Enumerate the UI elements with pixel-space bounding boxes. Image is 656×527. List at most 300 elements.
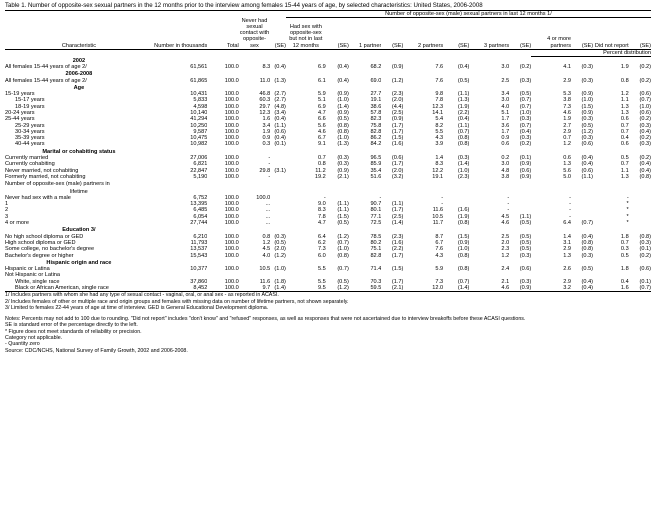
- value-cell: 85.9: [370, 161, 382, 168]
- se-cell: (0.9): [337, 109, 349, 116]
- col-had-sex-not: Had sex with opposite-sex but not in last 12 months: [286, 18, 326, 50]
- col-two: 2 partners: [403, 18, 443, 50]
- se-cell: (2.1): [391, 285, 404, 291]
- value-cell: -: [507, 194, 510, 201]
- value-cell: 0.7: [620, 161, 629, 168]
- se-cell: (0.6): [274, 128, 286, 135]
- value-cell: 6,210: [193, 233, 208, 240]
- value-cell: 1.3: [620, 173, 629, 180]
- note: Category not applicable.: [5, 335, 63, 342]
- row-label: 35-39 years: [15, 135, 45, 142]
- value-cell: 0.8: [317, 161, 326, 168]
- value-cell: 6.9: [317, 103, 326, 110]
- se-cell: (0.9): [391, 116, 404, 123]
- value-cell: 2.3: [501, 246, 510, 253]
- se-cell: (1.0): [337, 246, 349, 253]
- value-cell: 100.0: [224, 91, 239, 98]
- value-cell: 6.6: [317, 116, 326, 123]
- value-cell: 5.5: [317, 278, 326, 285]
- value-cell: 1.9: [262, 128, 271, 135]
- se-cell: (0.3): [274, 233, 286, 240]
- row-label: White, single race: [15, 278, 60, 285]
- value-cell: 96.5: [370, 155, 382, 162]
- se-cell: (1.1): [274, 122, 286, 129]
- value-cell: 1.2: [563, 141, 572, 148]
- row-label: Black or African American, single race: [15, 285, 109, 291]
- se-cell: (0.5): [337, 220, 349, 227]
- value-cell: 4,598: [193, 103, 208, 110]
- value-cell: 7.3: [317, 246, 326, 253]
- value-cell: 82.8: [370, 128, 382, 135]
- value-cell: 1.6: [620, 285, 629, 291]
- value-cell: -: [268, 155, 271, 162]
- section-row: [5, 180, 651, 187]
- col-three: 3 partners: [469, 18, 509, 50]
- se-cell: (0.3): [581, 116, 594, 123]
- value-cell: 1.4: [563, 233, 572, 240]
- row-label: Currently cohabiting: [5, 161, 55, 168]
- se-cell: (1.5): [337, 213, 349, 220]
- se-cell: (0.8): [457, 141, 470, 148]
- se-cell: (2.3): [391, 91, 404, 98]
- se-cell: (0.4): [581, 161, 594, 168]
- value-cell: 60.3: [259, 97, 271, 104]
- value-cell: 59.5: [370, 285, 382, 291]
- value-cell: 0.4: [620, 278, 629, 285]
- se-cell: (1.6): [457, 207, 470, 214]
- value-cell: 61,865: [190, 77, 208, 84]
- se-cell: (1.5): [581, 103, 594, 110]
- value-cell: 100.0: [224, 97, 239, 104]
- value-cell: 0.6: [563, 155, 572, 162]
- value-cell: 0.5: [620, 155, 629, 162]
- row-label: All females 15-44 years of age 2/: [5, 63, 87, 70]
- se-cell: (0.4): [639, 161, 651, 168]
- se-cell: (0.6): [581, 141, 594, 148]
- value-cell: 1.3: [563, 252, 572, 259]
- value-cell: 15,543: [190, 252, 208, 259]
- se-cell: (1.1): [337, 207, 349, 214]
- row-label: 30-34 years: [15, 128, 45, 135]
- se-cell: (0.7): [457, 128, 470, 135]
- value-cell: 0.9: [262, 135, 271, 142]
- value-cell: 100.0: [224, 141, 239, 148]
- value-cell: 5.9: [435, 266, 444, 273]
- value-cell: 77.1: [370, 213, 382, 220]
- value-cell: 11.6: [432, 207, 444, 214]
- row-label: Never married, not cohabiting: [5, 167, 79, 174]
- se-cell: (1.2): [337, 233, 349, 240]
- value-cell: 0.3: [262, 141, 271, 148]
- se-cell: (2.5): [391, 213, 404, 220]
- se-cell: (0.8): [337, 252, 349, 259]
- value-cell: 6.1: [317, 77, 326, 84]
- value-cell: 3.8: [563, 97, 572, 104]
- value-cell: 70.3: [370, 278, 382, 285]
- se-cell: (0.3): [639, 239, 651, 246]
- col-se: (SE): [326, 18, 349, 50]
- value-cell: 90.7: [370, 201, 382, 208]
- footnote: 2/ Includes females of other or multiple race and origin groups and females with missing data on number of lifetime partners, not shown separately.: [5, 298, 349, 305]
- value-cell: 100.0: [224, 77, 239, 84]
- se-cell: (0.4): [519, 128, 532, 135]
- value-cell: 4.1: [563, 63, 572, 70]
- se-cell: (0.3): [581, 135, 594, 142]
- se-cell: (2.2): [391, 246, 404, 253]
- percent-distribution: Percent distribution: [531, 49, 651, 56]
- se-cell: (0.4): [457, 63, 470, 70]
- value-cell: *: [626, 207, 629, 214]
- row-label: 15-17 years: [15, 97, 45, 104]
- data-table: [5, 10, 651, 291]
- se-cell: (0.8): [337, 128, 349, 135]
- se-cell: (0.7): [519, 122, 532, 129]
- value-cell: 100.0: [224, 122, 239, 129]
- value-cell: 0.7: [317, 155, 326, 162]
- value-cell: 86.2: [370, 135, 382, 142]
- value-cell: 6,821: [193, 161, 208, 168]
- value-cell: 4.0: [262, 252, 271, 259]
- section-label: Hispanic origin and race: [46, 259, 112, 266]
- value-cell: 4.7: [317, 220, 326, 227]
- se-cell: (0.3): [519, 135, 532, 142]
- value-cell: 5.0: [563, 173, 572, 180]
- row-label: 15-19 years: [5, 91, 35, 98]
- value-cell: 6,054: [193, 213, 208, 220]
- se-cell: (2.5): [391, 109, 404, 116]
- se-cell: (1.6): [391, 239, 404, 246]
- col-did-not: Did not report: [593, 18, 629, 50]
- value-cell: 1.6: [262, 116, 271, 123]
- value-cell: 11.6: [259, 278, 271, 285]
- se-cell: (1.1): [391, 201, 404, 208]
- se-cell: (0.2): [639, 63, 651, 70]
- se-cell: (0.4): [639, 167, 651, 174]
- se-cell: (3.2): [391, 173, 404, 180]
- value-cell: 5.5: [435, 128, 444, 135]
- row-label: 25-29 years: [15, 122, 45, 129]
- se-cell: (0.4): [639, 128, 651, 135]
- se-cell: (1.4): [337, 103, 349, 110]
- value-cell: 5.1: [501, 109, 510, 116]
- se-cell: (0.3): [639, 141, 651, 148]
- value-cell: 13,395: [190, 201, 208, 208]
- se-cell: (0.1): [639, 278, 651, 285]
- se-cell: (1.0): [457, 246, 470, 253]
- se-cell: (0.6): [519, 266, 532, 273]
- se-cell: (0.5): [519, 246, 532, 253]
- se-cell: (1.4): [457, 161, 470, 168]
- value-cell: 8.3: [317, 207, 326, 214]
- value-cell: 100.0: [224, 213, 239, 220]
- row-label: 40-44 years: [15, 141, 45, 148]
- col-number: Number in thousands: [153, 18, 208, 50]
- se-cell: (1.7): [391, 207, 404, 214]
- value-cell: 10.5: [259, 266, 271, 273]
- se-cell: (0.6): [581, 167, 594, 174]
- value-cell: 3.0: [501, 97, 510, 104]
- col-characteristic: Characteristic: [5, 18, 153, 50]
- value-cell: 41,294: [190, 116, 208, 123]
- se-cell: (0.2): [639, 116, 651, 123]
- value-cell: 1.3: [563, 161, 572, 168]
- se-cell: (0.2): [639, 135, 651, 142]
- se-cell: (1.2): [274, 252, 286, 259]
- value-cell: 9.0: [317, 201, 326, 208]
- value-cell: 4.5: [262, 246, 271, 253]
- value-cell: 8.7: [435, 233, 444, 240]
- value-cell: 80.2: [370, 239, 382, 246]
- value-cell: 0.8: [262, 233, 271, 240]
- se-cell: (2.7): [274, 91, 286, 98]
- row-label: Bachelor's degree or higher: [5, 252, 74, 259]
- se-cell: (4.8): [274, 103, 286, 110]
- se-cell: (0.5): [519, 233, 532, 240]
- section-row: [5, 57, 651, 64]
- value-cell: 100.0: [224, 207, 239, 214]
- se-cell: (0.5): [274, 239, 286, 246]
- value-cell: 75.8: [370, 122, 382, 129]
- value-cell: 10,475: [190, 135, 208, 142]
- se-cell: (2.0): [274, 246, 286, 253]
- value-cell: 1.2: [262, 239, 271, 246]
- note: Source: CDC/NCHS, National Survey of Family Growth, 2002 and 2006-2008.: [5, 347, 188, 354]
- value-cell: 6.4: [563, 220, 572, 227]
- section-row: [5, 259, 651, 266]
- value-cell: 3.0: [501, 161, 510, 168]
- se-cell: (0.6): [391, 155, 404, 162]
- value-cell: 10,250: [190, 122, 208, 129]
- value-cell: 5.9: [317, 91, 326, 98]
- se-cell: (0.9): [391, 63, 404, 70]
- se-cell: (0.5): [337, 278, 349, 285]
- note: SE is standard error of the percentage directly to the left.: [5, 322, 138, 329]
- se-cell: (0.3): [581, 63, 594, 70]
- value-cell: 3.9: [435, 141, 444, 148]
- se-cell: (0.4): [581, 278, 594, 285]
- value-cell: 2.5: [501, 77, 510, 84]
- value-cell: 22,847: [190, 167, 208, 174]
- row-label: 4 or more: [5, 220, 29, 227]
- se-cell: (0.5): [519, 91, 532, 98]
- value-cell: 4.5: [501, 213, 510, 220]
- value-cell: 0.9: [501, 135, 510, 142]
- value-cell: 78.5: [370, 233, 382, 240]
- se-cell: (1.7): [391, 128, 404, 135]
- value-cell: 0.4: [620, 135, 629, 142]
- se-cell: (1.0): [337, 135, 349, 142]
- value-cell: 2.7: [563, 122, 572, 129]
- se-cell: (1.0): [639, 103, 651, 110]
- value-cell: 11,793: [190, 239, 208, 246]
- value-cell: 8.2: [435, 122, 444, 129]
- se-cell: (0.3): [519, 116, 532, 123]
- row-label: Some college, no bachelor's degree: [5, 246, 95, 253]
- row-label: 1: [5, 201, 9, 208]
- value-cell: 1.2: [501, 252, 510, 259]
- value-cell: 51.6: [370, 173, 382, 180]
- value-cell: ...: [265, 220, 271, 227]
- section-row: [5, 188, 651, 195]
- value-cell: 3.0: [501, 63, 510, 70]
- value-cell: 100.0: [224, 155, 239, 162]
- value-cell: 29.7: [259, 103, 271, 110]
- value-cell: 8.3: [262, 63, 271, 70]
- value-cell: -: [569, 207, 572, 214]
- value-cell: 38.6: [370, 103, 382, 110]
- se-cell: (0.7): [581, 220, 594, 227]
- se-cell: (2.2): [457, 109, 470, 116]
- row-label: 25-44 years: [5, 116, 35, 123]
- value-cell: 2.9: [563, 128, 572, 135]
- value-cell: 61,561: [190, 63, 208, 70]
- notes-block: [5, 291, 651, 354]
- se-cell: (0.8): [337, 122, 349, 129]
- col-se: (SE): [571, 18, 593, 50]
- row-label: Not Hispanic or Latina: [5, 272, 61, 279]
- row-label: Currently married: [5, 155, 49, 162]
- se-cell: (0.7): [639, 97, 651, 104]
- se-cell: (0.3): [337, 155, 349, 162]
- value-cell: 12.0: [432, 285, 444, 291]
- se-cell: (1.1): [337, 201, 349, 208]
- se-cell: (0.9): [519, 285, 532, 291]
- row-label: 18-19 years: [15, 103, 45, 110]
- row-label: Hispanic or Latina: [5, 266, 50, 273]
- se-cell: (1.5): [457, 233, 470, 240]
- value-cell: 10,431: [190, 91, 208, 98]
- value-cell: 4.0: [501, 103, 510, 110]
- value-cell: 10,377: [190, 266, 208, 273]
- value-cell: 10.5: [432, 213, 444, 220]
- col-se: (SE): [443, 18, 469, 50]
- value-cell: 9.1: [317, 141, 326, 148]
- se-cell: (2.3): [391, 233, 404, 240]
- value-cell: 0.8: [620, 77, 629, 84]
- se-cell: (0.7): [457, 278, 470, 285]
- value-cell: 0.7: [563, 135, 572, 142]
- col-never-had: Never had sexual contact with opposite-sex: [239, 17, 270, 49]
- row-label: High school diploma or GED: [5, 239, 76, 246]
- value-cell: 5,190: [193, 173, 208, 180]
- se-cell: (1.5): [391, 135, 404, 142]
- value-cell: 27,744: [190, 220, 208, 227]
- se-cell: (0.3): [519, 252, 532, 259]
- se-cell: (0.1): [274, 141, 286, 148]
- value-cell: 1.3: [620, 109, 629, 116]
- se-cell: (1.5): [391, 266, 404, 273]
- value-cell: -: [569, 194, 572, 201]
- value-cell: 0.5: [620, 252, 629, 259]
- se-cell: (0.6): [639, 109, 651, 116]
- section-label: Number of opposite-sex (male) partners in: [5, 181, 110, 188]
- se-cell: (0.8): [639, 173, 651, 180]
- value-cell: 1.1: [620, 97, 629, 104]
- section-row: [5, 70, 651, 77]
- section-row: [5, 84, 651, 91]
- se-cell: (1.8): [274, 278, 286, 285]
- se-cell: (1.1): [519, 213, 532, 220]
- se-cell: (1.3): [457, 97, 470, 104]
- se-cell: (1.7): [391, 252, 404, 259]
- value-cell: 2.5: [501, 233, 510, 240]
- value-cell: 1.7: [501, 116, 510, 123]
- section-label: lifetime: [70, 188, 88, 195]
- value-cell: 100.0: [224, 194, 239, 201]
- value-cell: 100.0: [224, 252, 239, 259]
- se-cell: (0.4): [337, 63, 349, 70]
- value-cell: 3.8: [501, 173, 510, 180]
- se-cell: (2.1): [337, 173, 349, 180]
- value-cell: 19.1: [432, 173, 444, 180]
- value-cell: 100.0: [256, 194, 271, 201]
- se-cell: (0.5): [581, 122, 594, 129]
- value-cell: 12.3: [432, 103, 444, 110]
- value-cell: 5.3: [563, 91, 572, 98]
- value-cell: 5.4: [435, 116, 444, 123]
- value-cell: 7.6: [435, 77, 444, 84]
- se-cell: (0.1): [519, 155, 532, 162]
- value-cell: 5.6: [317, 122, 326, 129]
- se-cell: (0.4): [581, 155, 594, 162]
- se-cell: (0.2): [519, 63, 532, 70]
- value-cell: 0.6: [620, 116, 629, 123]
- row-label: Never had sex with a male: [5, 194, 71, 201]
- se-cell: (0.5): [581, 266, 594, 273]
- col-four-more: 4 or more partners: [531, 18, 571, 50]
- value-cell: 5.6: [563, 167, 572, 174]
- value-cell: 11.0: [259, 77, 271, 84]
- value-cell: 100.0: [224, 285, 239, 291]
- value-cell: 12.3: [259, 109, 271, 116]
- value-cell: 3.4: [501, 91, 510, 98]
- se-cell: (1.6): [391, 141, 404, 148]
- se-cell: (2.0): [391, 167, 404, 174]
- se-cell: (0.6): [639, 91, 651, 98]
- row-label: 3: [5, 213, 9, 220]
- se-cell: (0.6): [639, 266, 651, 273]
- value-cell: 2.4: [501, 266, 510, 273]
- value-cell: 9.5: [317, 285, 326, 291]
- value-cell: 68.2: [370, 63, 382, 70]
- value-cell: 100.0: [224, 173, 239, 180]
- se-cell: (0.4): [581, 233, 594, 240]
- se-cell: (1.0): [274, 266, 286, 273]
- value-cell: 3.2: [563, 285, 572, 291]
- section-label: Age: [73, 84, 85, 91]
- value-cell: 100.0: [224, 135, 239, 142]
- value-cell: 11.7: [432, 220, 444, 227]
- se-cell: (1.3): [274, 77, 286, 84]
- se-cell: (0.4): [581, 285, 594, 291]
- table-body: [5, 57, 651, 292]
- se-cell: (0.8): [457, 266, 470, 273]
- se-cell: (1.9): [457, 103, 470, 110]
- value-cell: 35.4: [370, 167, 382, 174]
- col-total: Total: [207, 18, 238, 50]
- value-cell: 11.2: [315, 167, 326, 174]
- se-cell: (1.7): [391, 161, 404, 168]
- value-cell: 3.4: [262, 122, 271, 129]
- value-cell: 100.0: [224, 116, 239, 123]
- footnote: 3/ Limited to females 22-44 years of age at time of interview. GED is General Educational Development diploma.: [5, 304, 269, 311]
- se-cell: (0.8): [581, 239, 594, 246]
- value-cell: 100.0: [224, 201, 239, 208]
- se-cell: (1.4): [391, 220, 404, 227]
- se-cell: (0.8): [457, 252, 470, 259]
- se-cell: (0.2): [639, 155, 651, 162]
- value-cell: 2.6: [563, 266, 572, 273]
